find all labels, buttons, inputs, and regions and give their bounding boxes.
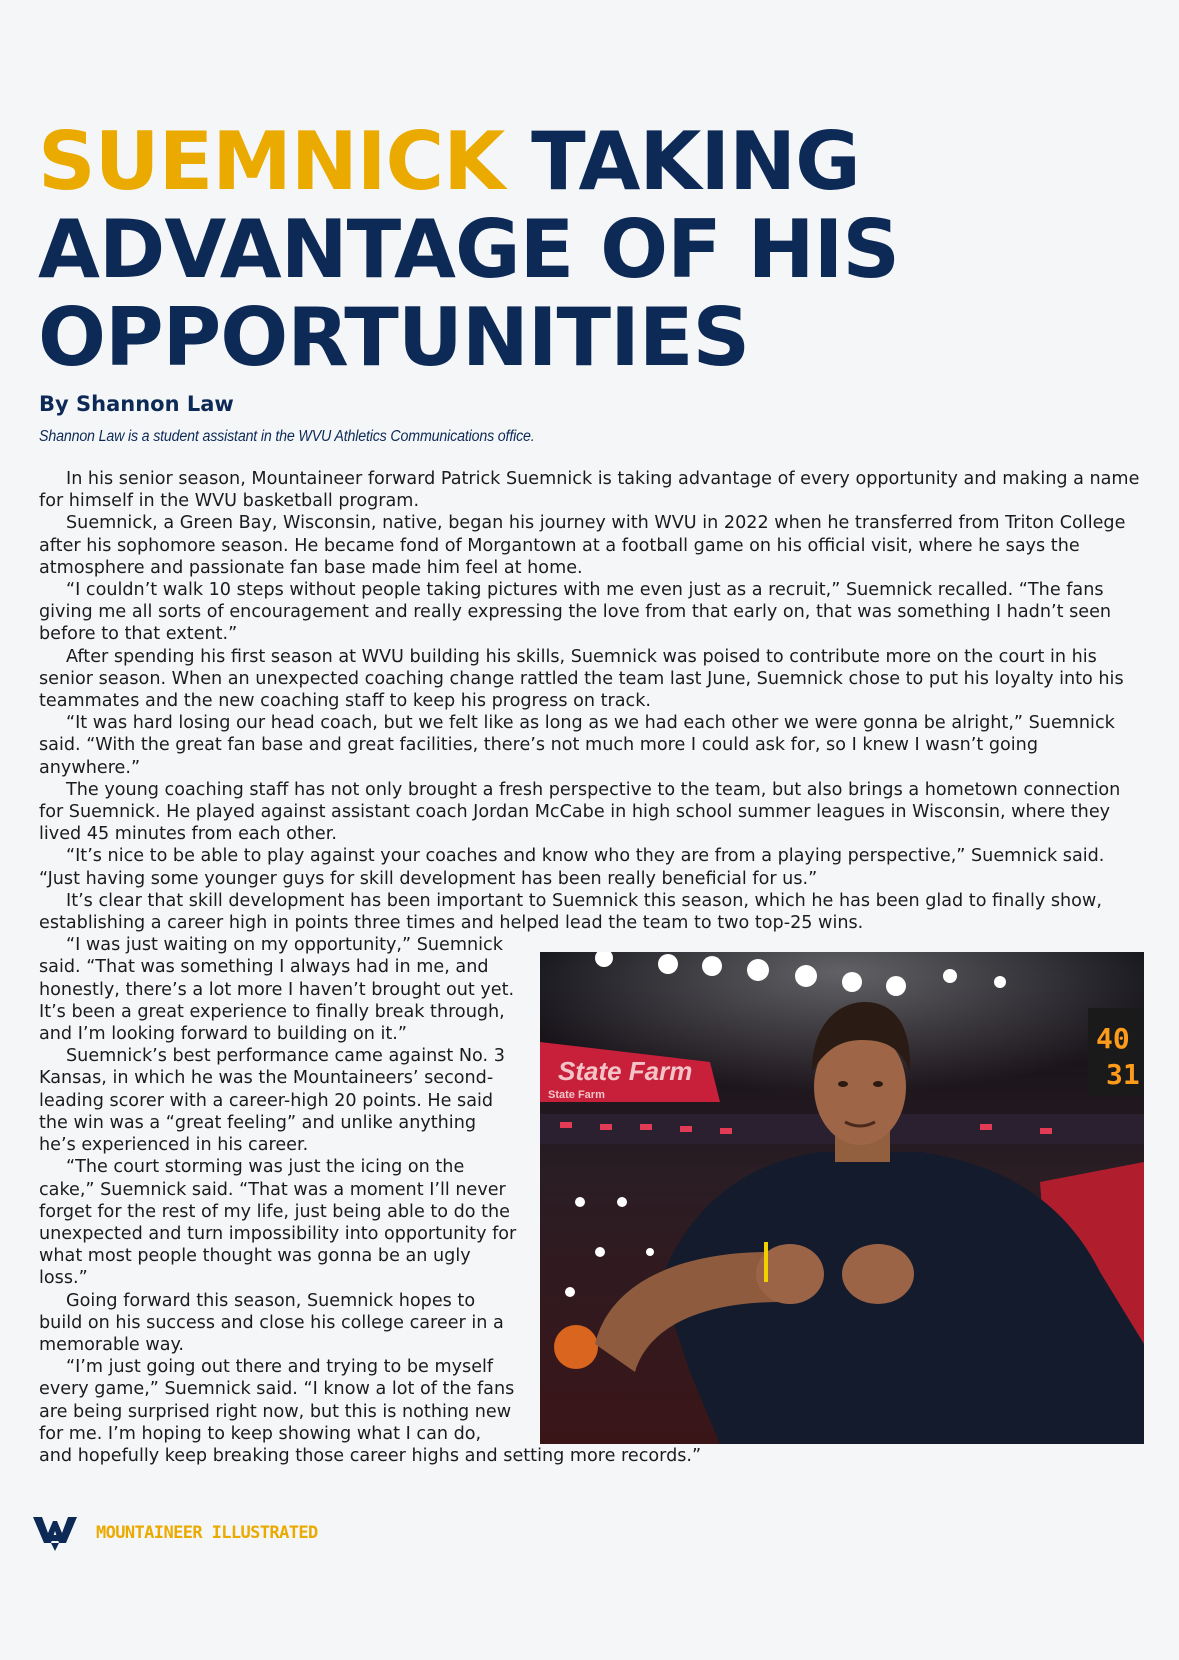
- paragraph-13: “I’m just going out there and trying to be myself every game,” Suemnick said. “I know a lot of the fans are being surprised right now, but this is nothing new for me. I’m hoping to keep showing what I can do, and hopefully keep breaking those career highs and setting more records.”: [39, 1357, 702, 1466]
- player-photo-illustration: [540, 952, 1144, 1444]
- banner-subtext: State Farm: [548, 1089, 605, 1102]
- paragraph-6: The young coaching staff has not only brought a fresh perspective to the team, but also brings a hometown connection for Suemnick. He played against assistant coach Jordan McCabe in high school summer leagues in Wisconsin, where they lived 45 minutes from each other.: [39, 779, 1121, 845]
- player-photo: [540, 952, 1144, 1444]
- paragraph-9: “I was just waiting on my opportunity,” Suemnick said. “That was something I always had in me, and honestly, there’s a lot more I haven’t brought out yet. It’s been a great experience to finally break through, and I’m looking forward to building on it.”: [39, 935, 515, 1045]
- byline: By Shannon Law: [39, 392, 234, 416]
- paragraph-7: “It’s nice to be able to play against your coaches and know who they are from a playing perspective,” Suemnick said. “Just having some younger guys for skill development has been really beneficial for us.”: [39, 846, 1105, 889]
- paragraph-12: Going forward this season, Suemnick hopes to build on his success and close his college career in a memorable way.: [39, 1290, 504, 1355]
- paragraph-3: “I couldn’t walk 10 steps without people taking pictures with me even just as a recruit,” Suemnick recalled. “The fans giving me all sorts of encouragement and really expressing the love from that early on, that was something I hadn’t seen before to that extent.”: [39, 580, 1112, 645]
- headline-rest: TAKING ADVANTAGE OF HIS OPPORTUNITIES: [38, 115, 899, 384]
- paragraph-4: After spending his first season at WVU building his skills, Suemnick was poised to contribute more on the court in his senior season. When an unexpected coaching change rattled the team last June, Suemnick chose to put his loyalty into his teammates and the new coaching staff to keep his progress on track.: [39, 646, 1124, 712]
- wv-flying-logo-icon: [33, 1513, 77, 1551]
- author-note: Shannon Law is a student assistant in the WVU Athletics Communications office.: [39, 428, 535, 445]
- paragraph-11: “The court storming was just the icing on the cake,” Suemnick said. “That was a moment I’ll never forget for the rest of my life, just being able to do the unexpected and turn impossibility into opportunity for what most people thought was gonna be an ugly loss.”: [39, 1157, 517, 1289]
- banner-text: State Farm: [558, 1056, 693, 1087]
- paragraph-5: “It was hard losing our head coach, but we felt like as long as we had each other we were gonna be alright,” Suemnick said. “With the great fan base and great facilities, there’s not much more I could ask for, so I knew I wasn’t going anywhere.”: [39, 713, 1115, 778]
- paragraph-2: Suemnick, a Green Bay, Wisconsin, native, began his journey with WVU in 2022 when he transferred from Triton College after his sophomore season. He became fond of Morgantown at a football game on his official visit, where he says the atmosphere and passionate fan base made him feel at home.: [39, 513, 1126, 578]
- headline: [38, 115, 1038, 384]
- paragraph-1: In his senior season, Mountaineer forward Patrick Suemnick is taking advantage of every opportunity and making a name for himself in the WVU basketball program.: [39, 469, 1140, 512]
- paragraph-10: Suemnick’s best performance came against No. 3 Kansas, in which he was the Mountaineers’ second-leading scorer with a career-high 20 points. He said the win was a “great feeling” and unlike anything he’s experienced in his career.: [39, 1046, 505, 1156]
- footer-brand: MOUNTAINEER ILLUSTRATED: [96, 1523, 318, 1543]
- paragraph-8: It’s clear that skill development has been important to Suemnick this season, which he has been glad to finally show, establishing a career high in points three times and helped lead the team to two top-25 wins.: [39, 890, 1102, 934]
- headline-accent: SUEMNICK: [38, 115, 505, 208]
- article-body: [39, 468, 1144, 1467]
- scoreboard-bottom: 31: [1106, 1058, 1140, 1092]
- scoreboard-top: 40: [1096, 1022, 1130, 1056]
